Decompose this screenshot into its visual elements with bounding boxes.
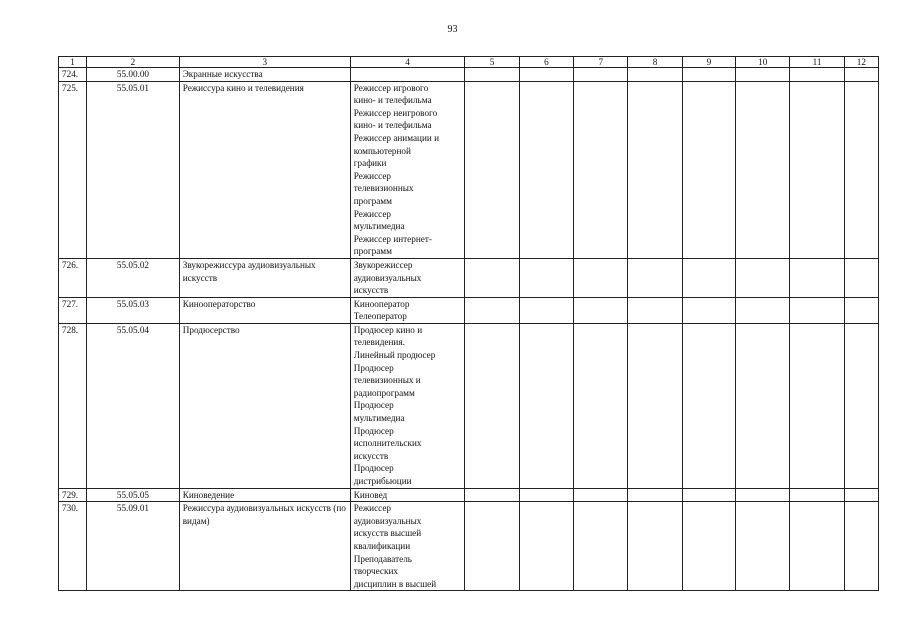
row-number-cell: 729. [59,488,87,502]
empty-cell [519,297,573,323]
empty-cell [790,502,844,591]
table-row [59,81,879,258]
qualifications-cell [350,258,465,297]
qualification-line: графики [353,158,387,169]
empty-cell [628,297,682,323]
specialty-code-cell: 55.05.01 [87,81,180,258]
qualification-line: мультимедиа [353,413,405,424]
empty-cell [465,297,519,323]
page-number: 93 [447,24,458,35]
specialty-code-cell: 55.05.04 [87,323,180,488]
row-number-cell: 728. [59,323,87,488]
empty-cell [465,323,519,488]
table-row [59,258,879,297]
qualifications-cell [350,488,465,502]
qualification-line: телевизионных [353,183,414,194]
row-number-cell: 724. [59,68,87,82]
empty-cell [790,297,844,323]
qualification-line: Режиссер анимации и [353,132,440,143]
qualification-line: Киновед [353,489,388,500]
empty-cell [628,258,682,297]
specialty-name-cell: Звукорежиссура аудиовизуальных искусств [179,258,350,297]
qualifications-cell [350,81,465,258]
empty-cell [465,68,519,82]
qualification-line: Режиссер [353,503,392,514]
empty-cell [628,323,682,488]
qualification-line: телевизионных и [353,375,421,386]
empty-cell [519,258,573,297]
empty-cell [682,297,735,323]
column-header: 11 [790,57,844,68]
specialty-name-cell: Киноведение [179,488,350,502]
column-header: 5 [465,57,519,68]
qualification-line: Продюсер [353,400,394,411]
qualification-line: Режиссер игрового [353,82,429,93]
qualification-line: Кинооператор [353,298,410,309]
empty-cell [844,502,878,591]
qualification-line: аудиовизуальных [353,272,422,283]
empty-cell [844,258,878,297]
column-header: 10 [736,57,790,68]
empty-cell [628,68,682,82]
specialty-name-cell: Режиссура кино и телевидения [179,81,350,258]
empty-cell [844,297,878,323]
empty-cell [628,81,682,258]
qualification-line: исполнительских [353,438,422,449]
specialty-code-cell: 55.05.05 [87,488,180,502]
qualification-line: Преподаватель [353,553,412,564]
empty-cell [574,297,628,323]
empty-cell [844,488,878,502]
empty-cell [682,502,735,591]
empty-cell [736,502,790,591]
qualification-line: Продюсер [353,463,394,474]
qualification-line: дисциплин в высшей [353,578,437,589]
column-header: 7 [574,57,628,68]
header-row [59,57,879,68]
empty-cell [519,502,573,591]
empty-cell [790,258,844,297]
qualification-line: квалификации [353,540,411,551]
row-number-cell: 730. [59,502,87,591]
row-number-cell: 725. [59,81,87,258]
qualification-line: кино- и телефильма [353,95,432,106]
column-header: 4 [350,57,465,68]
empty-cell [844,81,878,258]
empty-cell [574,68,628,82]
empty-cell [790,488,844,502]
qualification-line: дистрибьюции [353,476,412,486]
qualifications-cell [350,502,465,591]
empty-cell [574,502,628,591]
empty-cell [682,81,735,258]
specialties-table [58,56,879,591]
empty-cell [519,488,573,502]
empty-cell [736,323,790,488]
specialty-name-cell: Продюсерство [179,323,350,488]
qualification-line: Продюсер [353,425,394,436]
empty-cell [465,502,519,591]
empty-cell [736,258,790,297]
qualification-line: программ [353,246,392,257]
qualification-line: компьютерной [353,145,411,156]
empty-cell [519,68,573,82]
empty-cell [790,68,844,82]
empty-cell [519,81,573,258]
table-row [59,323,879,488]
empty-cell [574,81,628,258]
empty-cell [465,488,519,502]
empty-cell [628,502,682,591]
empty-cell [682,68,735,82]
qualification-line: Режиссер неигрового [353,107,438,118]
column-header: 12 [844,57,878,68]
qualification-line: творческих [353,566,398,577]
qualification-line: Режиссер интернет- [353,233,432,244]
column-header: 6 [519,57,573,68]
empty-cell [844,68,878,82]
column-header: 1 [59,57,87,68]
specialty-name-cell: Режиссура аудиовизуальных искусств (по видам) [179,502,350,591]
qualification-line: Линейный продюсер [353,350,436,361]
empty-cell [736,297,790,323]
specialty-code-cell: 55.09.01 [87,502,180,591]
table-row [59,488,879,502]
empty-cell [682,258,735,297]
empty-cell [574,323,628,488]
specialty-code-cell: 55.05.02 [87,258,180,297]
specialty-name-cell: Экранные искусства [179,68,350,82]
qualification-line: мультимедиа [353,221,405,232]
empty-cell [682,323,735,488]
empty-cell [736,81,790,258]
qualification-line: кино- и телефильма [353,120,432,131]
empty-cell [465,81,519,258]
qualification-line: телевидения. [353,337,405,348]
empty-cell [465,258,519,297]
empty-cell [628,488,682,502]
specialty-code-cell: 55.00.00 [87,68,180,82]
table-row [59,502,879,591]
qualification-line: программ [353,195,392,206]
table-row [59,68,879,82]
qualification-line: Режиссер [353,170,392,181]
empty-cell [736,488,790,502]
column-header: 3 [179,57,350,68]
qualifications-cell [350,323,465,488]
empty-cell [790,323,844,488]
specialty-code-cell: 55.05.03 [87,297,180,323]
empty-cell [519,323,573,488]
empty-cell [574,258,628,297]
qualification-line: искусств высшей [353,528,422,539]
row-number-cell: 727. [59,297,87,323]
qualification-line: Звукорежиссер [353,259,413,270]
qualifications-cell [350,68,465,82]
table-row [59,297,879,323]
table-body [59,68,879,591]
qualification-line: Телеоператор [353,311,407,322]
qualification-line: Продюсер [353,362,394,373]
column-header: 2 [87,57,180,68]
row-number-cell: 726. [59,258,87,297]
qualification-line: искусств [353,450,389,461]
empty-cell [574,488,628,502]
empty-cell [736,68,790,82]
column-header: 9 [682,57,735,68]
empty-cell [790,81,844,258]
qualification-line: искусств [353,285,389,296]
qualifications-cell [350,297,465,323]
qualification-line: Режиссер [353,208,392,219]
qualification-line: радиопрограмм [353,387,415,398]
specialty-name-cell: Кинооператорство [179,297,350,323]
qualification-line: аудиовизуальных [353,515,422,526]
empty-cell [682,488,735,502]
empty-cell [844,323,878,488]
column-header: 8 [628,57,682,68]
qualification-line: Продюсер кино и [353,324,423,335]
